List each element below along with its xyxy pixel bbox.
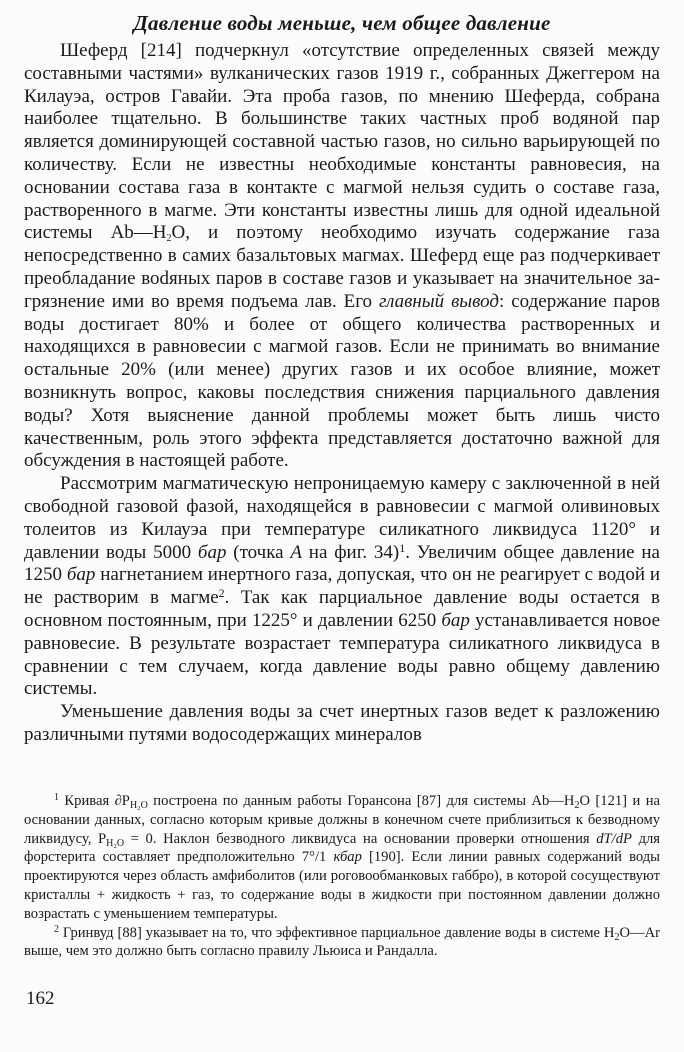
- unit-bar: бар: [197, 541, 227, 563]
- paragraph-1: [24, 40, 660, 473]
- paragraph-2-text-1: Рассмотрим магматическую непроницаемую камеру с заключенной в ней свободной газовой фазой, находящейся в равновесии с магмой оливиновых толеитов из Килауэа при температуре силикатного ликвидуса 1120° и давлении воды 5000: [24, 473, 660, 563]
- paragraph-2-text-6: . Так как парциальное давление воды остается в основном постоянным, при 1225° и давлении 6250: [24, 587, 660, 631]
- footnote-1-text-4: = 0. Наклон безводного ликвидуса на основании проверки отношения: [124, 830, 597, 847]
- subscript: 2: [574, 800, 580, 811]
- body-text: [24, 40, 660, 747]
- paragraph-2-text-7: устанавливается новое равновесие. В результате возрастает температура силикатного ликвидуса в сравнении с тем случаем, когда давление воды равно общему давлению системы.: [24, 609, 660, 700]
- subscript: 2: [166, 233, 172, 245]
- paragraph-1-text-3: : содержание паров воды достигает 80% и более от общего количества растворенных и находящихся в равновесии с магмой газов. Если не принимать во внимание остальные 20% (или менее) других газов и их особое влияние, может возникнуть вопрос, каковы последствия снижения парциального давления воды? Хотя выяснение данной проблемы может быть лишь чисто качественным, роль этого эффекта представляется достаточно важной для обсуждения в настоящей работе.: [24, 290, 660, 472]
- subscript: H₂O: [106, 837, 125, 849]
- paragraph-1-text-2: O, и поэтому необходимо изучать содержание газа непосредственно в самих базальтовых магмах. Шеферд еще раз подчеркивает преобладание воdяных паров в составе газов и указывает на значительное загрязнение ими во время подъема лав. Его: [24, 222, 660, 312]
- paragraph-3: [24, 701, 660, 747]
- point-label: A: [290, 541, 302, 563]
- page-number: 162: [26, 988, 55, 1009]
- footnote-1-text-1: Кривая ∂P: [59, 793, 130, 809]
- footnote-1-text-2: построена по данным работы Горансона [87] для системы Ab—H: [147, 793, 575, 809]
- footnotes: [24, 792, 660, 961]
- paragraph-3-text: Уменьшение давления воды за счет инертных газов ведет к разложению различными путями водосодержащих минералов: [24, 701, 660, 745]
- footnote-2-mark: 2: [54, 923, 59, 935]
- footnote-1-mark: 1: [54, 792, 59, 803]
- footnote-2-text-2: O—Ar выше, чем это должно быть согласно правилу Льюиса и Рандалла.: [24, 924, 660, 960]
- subscript: H₂O: [129, 800, 148, 811]
- unit-bar: бар: [441, 609, 470, 631]
- footnote-1-text-3: O [121] и на основании данных, согласно которым кривые должны в конечном счете приблизиться к безводному ликвидусу, P: [24, 793, 661, 847]
- emphasis-main-conclusion: главный вывод: [378, 290, 500, 312]
- paragraph-1-text-1: Шеферд [214] подчеркнул «отсутствие определенных связей между составными частями» вулканических газов 1919 г., собранных Джеггером на Килауэа, остров Гавайи. Эта проба газов, по мнению Шеферда, собрана наиболее тщательно. В большинстве таких частных проб водяной пар является доминирующей составной частью газов, но сильно варьирующей по количеству. Если не известны необходимые константы равновесия, на основании состава газа в контакте с магмой нельзя судить о составе газа, растворенного в магме. Эти константы известны лишь для одной идеальной системы Ab—H: [24, 40, 660, 244]
- footnote-1-text-6: [190]. Если линии равных содержаний воды проектируются через область амфиболитов (или роговообманковых габбро), в которой сосуществуют кристаллы + жидкость + газ, то содержание воды в жидкости при постоянном давлении должно возрастать с уменьшением температуры.: [24, 849, 660, 922]
- footnote-ref-2[interactable]: 2: [218, 586, 225, 601]
- paragraph-2-text-2: (точка: [226, 541, 291, 563]
- unit-bar: бар: [66, 564, 96, 586]
- footnote-2-text-1: Гринвуд [88] указывает на то, что эффективное парциальное давление воды в системе H: [59, 924, 615, 941]
- unit-kbar: кбар: [333, 849, 362, 866]
- section-heading: Давление воды меньше, чем общее давление: [133, 11, 551, 35]
- ratio-dt-dp: dT/dP: [596, 830, 632, 847]
- footnote-1-text-5: для форстерита составляет предположительно 7°/1: [24, 830, 660, 866]
- paragraph-2-text-4: . Увеличим общее давление на 1250: [24, 541, 660, 586]
- paragraph-2-text-5: нагнетанием инертного газа, допуская, что он не реагирует с водой и не растворим в магме: [24, 564, 661, 609]
- paragraph-2: [24, 473, 660, 701]
- footnote-1: [24, 792, 660, 924]
- subscript: 2: [614, 931, 620, 943]
- footnote-2: [24, 924, 660, 962]
- paragraph-2-text-3: на фиг. 34): [302, 541, 400, 563]
- footnote-ref-1[interactable]: 1: [399, 540, 406, 555]
